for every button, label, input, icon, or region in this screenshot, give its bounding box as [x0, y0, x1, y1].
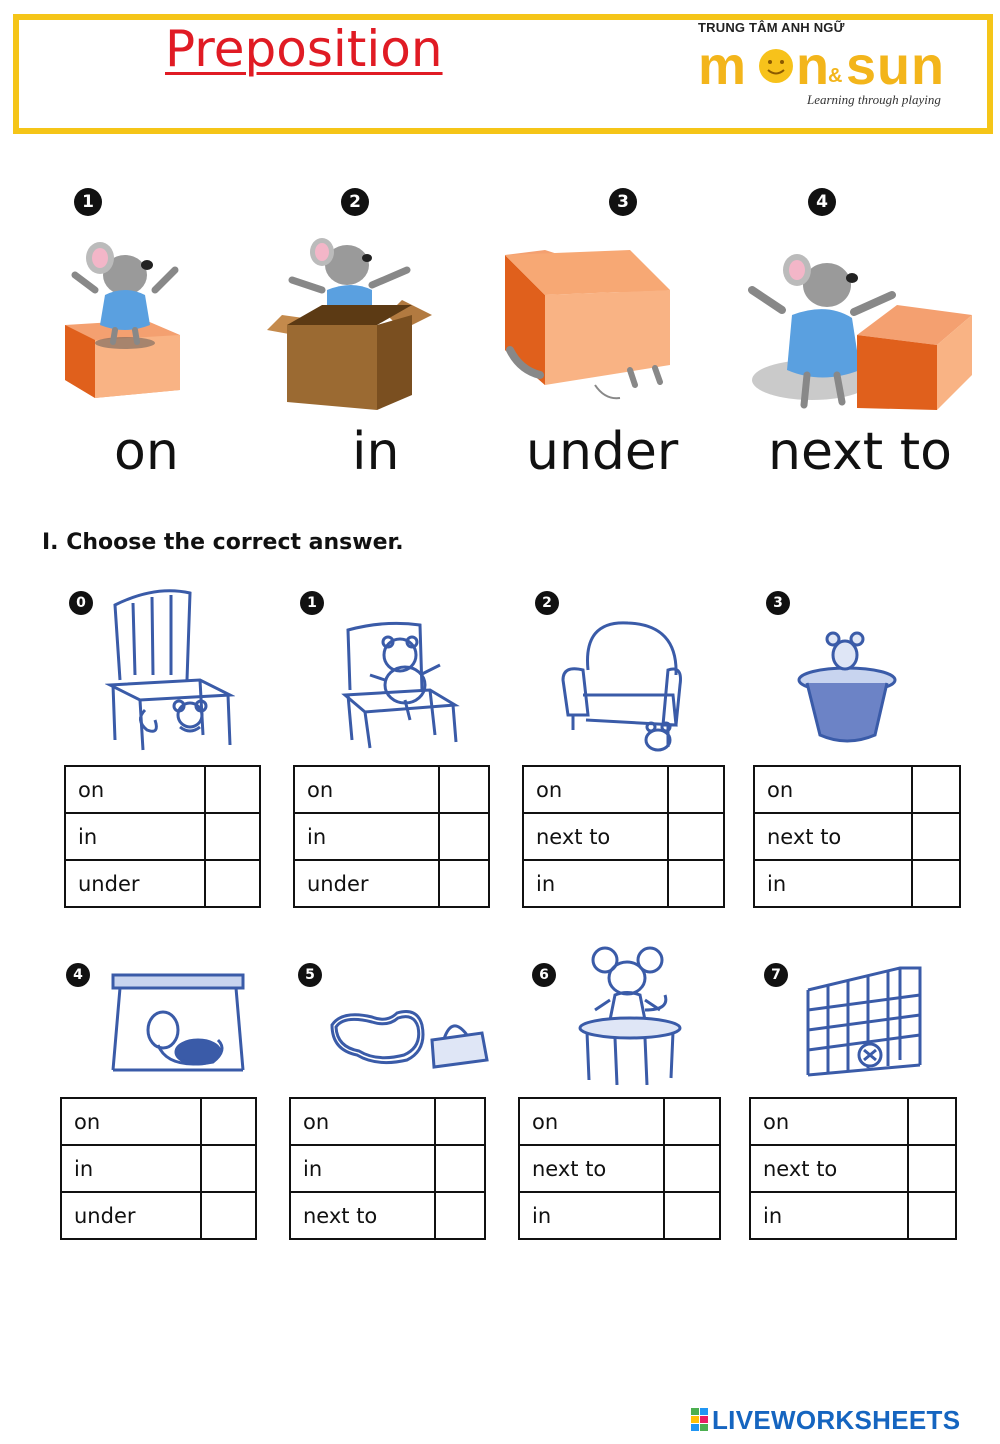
answer-checkbox[interactable] — [201, 1192, 256, 1239]
option-label: on — [61, 1098, 201, 1145]
answer-checkbox[interactable] — [439, 813, 489, 860]
checkbox-area[interactable] — [202, 1193, 255, 1238]
checkbox-area[interactable] — [665, 1146, 719, 1191]
hat-mouse-in-image — [795, 625, 900, 745]
option-row — [294, 860, 489, 907]
option-label: in — [750, 1192, 908, 1239]
checkbox-area[interactable] — [436, 1099, 484, 1144]
table-dog-under-image — [108, 970, 248, 1075]
prep-number-2: 2 — [341, 188, 369, 216]
prep-number-4: 4 — [808, 188, 836, 216]
option-label: on — [523, 766, 668, 813]
mouse-on-box-image — [55, 230, 190, 400]
logo — [692, 18, 974, 118]
option-row — [65, 860, 260, 907]
question-number-4: 4 — [66, 963, 90, 987]
option-label: under — [294, 860, 439, 907]
svg-text:n: n — [796, 36, 830, 94]
prep-word-on: on — [114, 422, 179, 482]
checkbox-area[interactable] — [440, 767, 488, 812]
option-row — [61, 1098, 256, 1145]
liveworksheets-logo-icon — [691, 1408, 709, 1432]
question-number-5: 5 — [298, 963, 322, 987]
answer-checkbox[interactable] — [908, 1192, 956, 1239]
option-label: in — [294, 813, 439, 860]
checkbox-area[interactable] — [913, 861, 959, 906]
option-row — [294, 766, 489, 813]
answer-checkbox[interactable] — [205, 860, 260, 907]
option-row — [523, 766, 724, 813]
question-number-3: 3 — [766, 591, 790, 615]
option-row — [290, 1192, 485, 1239]
checkbox-area[interactable] — [909, 1099, 955, 1144]
option-label: next to — [750, 1145, 908, 1192]
checkbox-area[interactable] — [665, 1193, 719, 1238]
answer-checkbox[interactable] — [908, 1098, 956, 1145]
prep-word-in: in — [352, 422, 400, 482]
question-number-0: 0 — [69, 591, 93, 615]
option-row — [294, 813, 489, 860]
answer-checkbox[interactable] — [205, 813, 260, 860]
answer-checkbox[interactable] — [205, 766, 260, 813]
option-label: in — [65, 813, 205, 860]
option-row — [754, 860, 960, 907]
options-table-7 — [749, 1097, 957, 1240]
option-label: next to — [754, 813, 912, 860]
svg-text:m: m — [698, 36, 748, 94]
svg-text:sun: sun — [846, 36, 946, 94]
checkbox-area[interactable] — [913, 767, 959, 812]
option-row — [519, 1098, 720, 1145]
answer-checkbox[interactable] — [664, 1098, 720, 1145]
option-label: in — [523, 860, 668, 907]
option-label: in — [519, 1192, 664, 1239]
option-label: on — [754, 766, 912, 813]
answer-checkbox[interactable] — [668, 813, 724, 860]
checkbox-area[interactable] — [436, 1146, 484, 1191]
answer-checkbox[interactable] — [439, 860, 489, 907]
option-row — [519, 1145, 720, 1192]
checkbox-area[interactable] — [909, 1146, 955, 1191]
question-number-6: 6 — [532, 963, 556, 987]
options-table-2 — [522, 765, 725, 908]
prep-word-next-to: next to — [768, 422, 952, 482]
option-row — [523, 860, 724, 907]
prep-number-1: 1 — [74, 188, 102, 216]
answer-checkbox[interactable] — [201, 1145, 256, 1192]
option-label: under — [65, 860, 205, 907]
checkbox-area[interactable] — [909, 1193, 955, 1238]
option-label: in — [61, 1145, 201, 1192]
page-title: Preposition — [165, 20, 443, 78]
option-row — [61, 1145, 256, 1192]
option-label: on — [290, 1098, 435, 1145]
checkbox-area[interactable] — [669, 814, 723, 859]
options-table-5 — [289, 1097, 486, 1240]
option-label: in — [754, 860, 912, 907]
stool-mouse-on-image — [575, 940, 685, 1085]
answer-checkbox[interactable] — [435, 1098, 485, 1145]
answer-checkbox[interactable] — [668, 766, 724, 813]
option-label: next to — [519, 1145, 664, 1192]
option-row — [290, 1098, 485, 1145]
answer-checkbox[interactable] — [908, 1145, 956, 1192]
option-row — [290, 1145, 485, 1192]
option-label: in — [290, 1145, 435, 1192]
option-row — [65, 766, 260, 813]
options-table-4 — [60, 1097, 257, 1240]
instruction-text: I. Choose the correct answer. — [42, 530, 404, 555]
option-label: on — [294, 766, 439, 813]
logo-tagline: Learning through playing — [807, 92, 941, 107]
answer-checkbox[interactable] — [435, 1145, 485, 1192]
chair-mouse-under-image — [105, 585, 235, 755]
checkbox-area[interactable] — [436, 1193, 484, 1238]
checkbox-area[interactable] — [669, 767, 723, 812]
footer-brand[interactable]: LIVEWORKSHEETS — [712, 1405, 961, 1435]
option-label: next to — [523, 813, 668, 860]
option-label: next to — [290, 1192, 435, 1239]
option-row — [750, 1192, 956, 1239]
option-row — [754, 813, 960, 860]
answer-checkbox[interactable] — [664, 1145, 720, 1192]
answer-checkbox[interactable] — [201, 1098, 256, 1145]
question-number-1: 1 — [300, 591, 324, 615]
option-row — [519, 1192, 720, 1239]
prep-number-3: 3 — [609, 188, 637, 216]
checkbox-area[interactable] — [206, 767, 259, 812]
mouse-in-box-image — [262, 230, 440, 410]
option-row — [754, 766, 960, 813]
prep-word-under: under — [526, 422, 679, 482]
goal-ball-in-image — [800, 960, 925, 1080]
checkbox-area[interactable] — [206, 861, 259, 906]
chair-teddy-on-image — [340, 620, 470, 750]
checkbox-area[interactable] — [669, 861, 723, 906]
option-label: on — [65, 766, 205, 813]
question-number-7: 7 — [764, 963, 788, 987]
svg-text:&: & — [828, 65, 844, 87]
question-number-2: 2 — [535, 591, 559, 615]
answer-checkbox[interactable] — [664, 1192, 720, 1239]
options-table-3 — [753, 765, 961, 908]
mouse-next-to-box-image — [742, 240, 977, 415]
option-label: on — [750, 1098, 908, 1145]
options-table-6 — [518, 1097, 721, 1240]
answer-checkbox[interactable] — [439, 766, 489, 813]
answer-checkbox[interactable] — [912, 813, 960, 860]
checkbox-area[interactable] — [440, 861, 488, 906]
logo-wordmark-icon — [696, 32, 971, 94]
option-row — [750, 1098, 956, 1145]
checkbox-area[interactable] — [206, 814, 259, 859]
mouse-under-box-image — [500, 240, 675, 405]
answer-checkbox[interactable] — [668, 860, 724, 907]
armchair-mouse-next-to-image — [558, 615, 688, 755]
checkbox-area[interactable] — [665, 1099, 719, 1144]
answer-checkbox[interactable] — [912, 766, 960, 813]
checkbox-area[interactable] — [202, 1099, 255, 1144]
option-row — [61, 1192, 256, 1239]
option-label: on — [519, 1098, 664, 1145]
checkbox-area[interactable] — [202, 1146, 255, 1191]
checkbox-area[interactable] — [440, 814, 488, 859]
option-row — [523, 813, 724, 860]
checkbox-area[interactable] — [913, 814, 959, 859]
logo-top-text: TRUNG TÂM ANH NGỮ — [698, 20, 845, 35]
answer-checkbox[interactable] — [435, 1192, 485, 1239]
options-table-0 — [64, 765, 261, 908]
options-table-1 — [293, 765, 490, 908]
option-row — [750, 1145, 956, 1192]
option-row — [65, 813, 260, 860]
option-label: under — [61, 1192, 201, 1239]
pool-bag-next-to-image — [322, 1005, 492, 1075]
answer-checkbox[interactable] — [912, 860, 960, 907]
